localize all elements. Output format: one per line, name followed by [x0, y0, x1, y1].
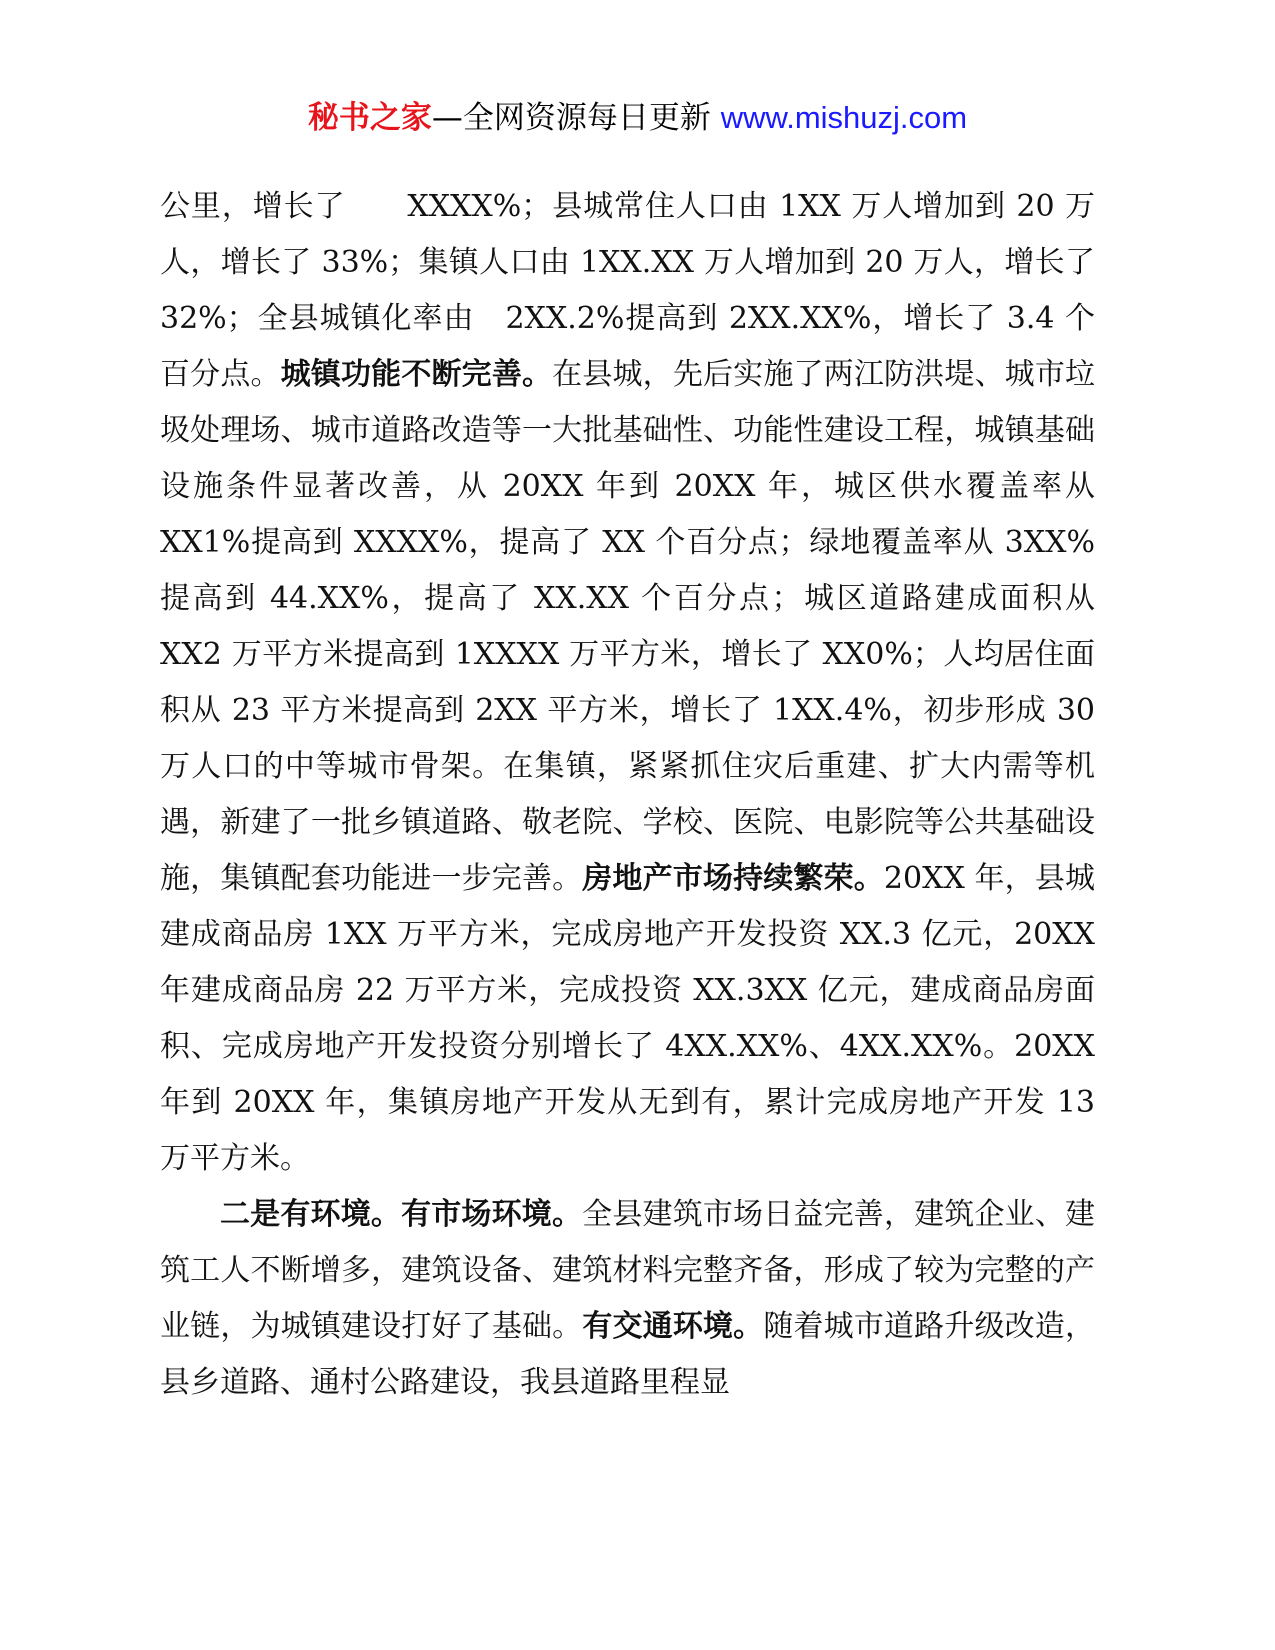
- paragraph-text: 随着城市道路升级改造，县乡道路、通村公路建设，我县道路里程显: [160, 1309, 1096, 1400]
- paragraph-environment: [160, 1187, 1095, 1411]
- paragraph-text: 全县建筑市场日益完善，建筑企业、建筑工人不断增多，建筑设备、建筑材料完整齐备，形成了较为完整的产业链，为城镇建设打好了基础。: [160, 1197, 1096, 1344]
- bold-heading-town-function: 城镇功能不断完善。: [280, 357, 553, 392]
- paragraph-text: 在县城，先后实施了两江防洪堤、城市垃圾处理场、城市道路改造等一大批基础性、功能性建设工程，城镇基础设施条件显著改善，从 20XX 年到 20XX 年，城区供水覆盖率从 XX1%提高到 XXXX%，提高了 XX 个百分点；绿地覆盖率从 3XX%提高到 44.XX%，提高了 XX.XX 个百分点；城区道路建成面积从 XX2 万平方米提高到 1XXXX 万平方米，增长了 XX0%；人均居住面积从 23 平方米提高到 2XX 平方米，增长了 1XX.4%，初步形成 30 万人口的中等城市骨架。在集镇，紧紧抓住灾后重建、扩大内需等机遇，新建了一批乡镇道路、敬老院、学校、医院、电影院等公共基础设施，集镇配套功能进一步完善。: [160, 357, 1096, 896]
- bold-heading-environment: 二是有环境。有市场环境。: [220, 1197, 583, 1232]
- bold-heading-transport: 有交通环境。: [582, 1309, 764, 1344]
- brand-name: 秘书之家: [307, 100, 432, 136]
- page-header: [0, 96, 1275, 140]
- header-slogan: —全网资源每日更新: [431, 100, 721, 136]
- bold-heading-real-estate: 房地产市场持续繁荣。: [582, 861, 884, 896]
- document-body: [160, 179, 1095, 1411]
- website-link[interactable]: www.mishuzj.com: [720, 100, 968, 135]
- paragraph-text: 20XX 年，县城建成商品房 1XX 万平方米，完成房地产开发投资 XX.3 亿元，20XX 年建成商品房 22 万平方米，完成投资 XX.3XX 亿元，建成商品房面积、完成房地产开发投资分别增长了 4XX.XX%、4XX.XX%。20XX 年到 20XX 年，集镇房地产开发从无到有，累计完成房地产开发 13 万平方米。: [160, 861, 1095, 1176]
- paragraph-urbanization: [160, 179, 1095, 1187]
- paragraph-text: 公里，增长了 XXXX%；县城常住人口由 1XX 万人增加到 20 万人，增长了 33%；集镇人口由 1XX.XX 万人增加到 20 万人，增长了 32%；全县城镇化率由 2XX.2%提高到 2XX.XX%，增长了 3.4 个百分点。: [160, 189, 1095, 392]
